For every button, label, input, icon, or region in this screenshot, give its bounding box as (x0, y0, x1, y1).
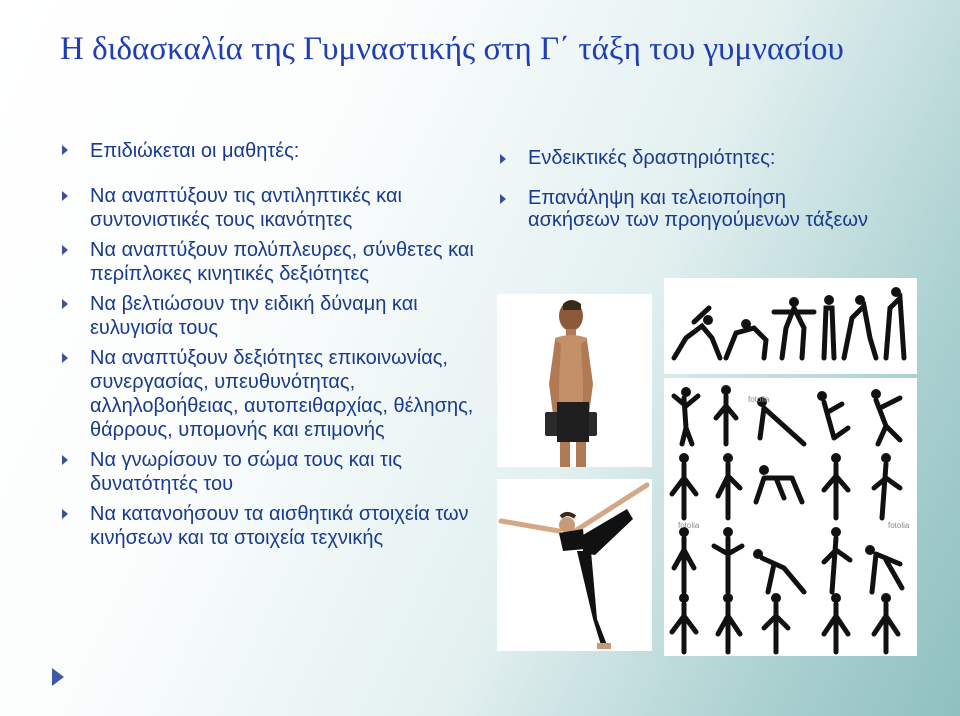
bullet-icon (62, 245, 68, 255)
silhouette-grid (664, 378, 917, 656)
bullet-icon (62, 191, 68, 201)
objective-item: Να αναπτύξουν τις αντιληπτικές και συντονιστικές τους ικανότητες (62, 184, 482, 232)
next-slide-arrow-icon[interactable] (52, 668, 64, 686)
objective-item: Να γνωρίσουν το σώμα τους και τις δυνατότητές του (62, 448, 482, 496)
objectives-list (62, 138, 482, 556)
fotolia-watermark: fotolia (678, 521, 700, 530)
objective-item: Να αναπτύξουν πολύπλευρες, σύνθετες και περίπλοκες κινητικές δεξιότητες (62, 238, 482, 286)
exercise-silhouettes-image (664, 378, 917, 656)
arabesque-pose-image (497, 479, 652, 651)
bullet-icon (500, 154, 506, 164)
gymnastics-figures (664, 278, 917, 374)
bullet-icon (500, 194, 506, 204)
objectives-heading: Επιδιώκεται οι μαθητές: (62, 138, 482, 164)
activities-list (500, 147, 880, 231)
bullet-icon (62, 145, 68, 155)
gymnastics-sequence-image (664, 278, 917, 374)
slide-title: Η διδασκαλία της Γυμναστικής στη Γ΄ τάξη του γυμνασίου (60, 31, 844, 67)
objective-item: Να αναπτύξουν δεξιότητες επικοινωνίας, συνεργασίας, υπευθυνότητας, αλληλοβοήθειας, αυτοπειθαρχίας, θέλησης, θάρρους, υπομονής και επιμονής (62, 346, 482, 442)
bullet-icon (62, 353, 68, 363)
bullet-icon (62, 299, 68, 309)
athlete-dumbbells-image (497, 294, 652, 467)
objective-item: Να βελτιώσουν την ειδική δύναμη και ευλυγισία τους (62, 292, 482, 340)
arabesque-figure (497, 479, 652, 651)
fotolia-watermark: fotolia (748, 395, 770, 404)
athlete-figure (497, 294, 652, 467)
objective-item: Να κατανοήσουν τα αισθητικά στοιχεία των κινήσεων και τα στοιχεία τεχνικής (62, 502, 482, 550)
activities-heading: Ενδεικτικές δραστηριότητες: (500, 147, 880, 169)
bullet-icon (62, 455, 68, 465)
bullet-icon (62, 509, 68, 519)
activity-item: Επανάληψη και τελειοποίηση ασκήσεων των προηγούμενων τάξεων (500, 187, 880, 231)
fotolia-watermark: fotolia (888, 521, 910, 530)
